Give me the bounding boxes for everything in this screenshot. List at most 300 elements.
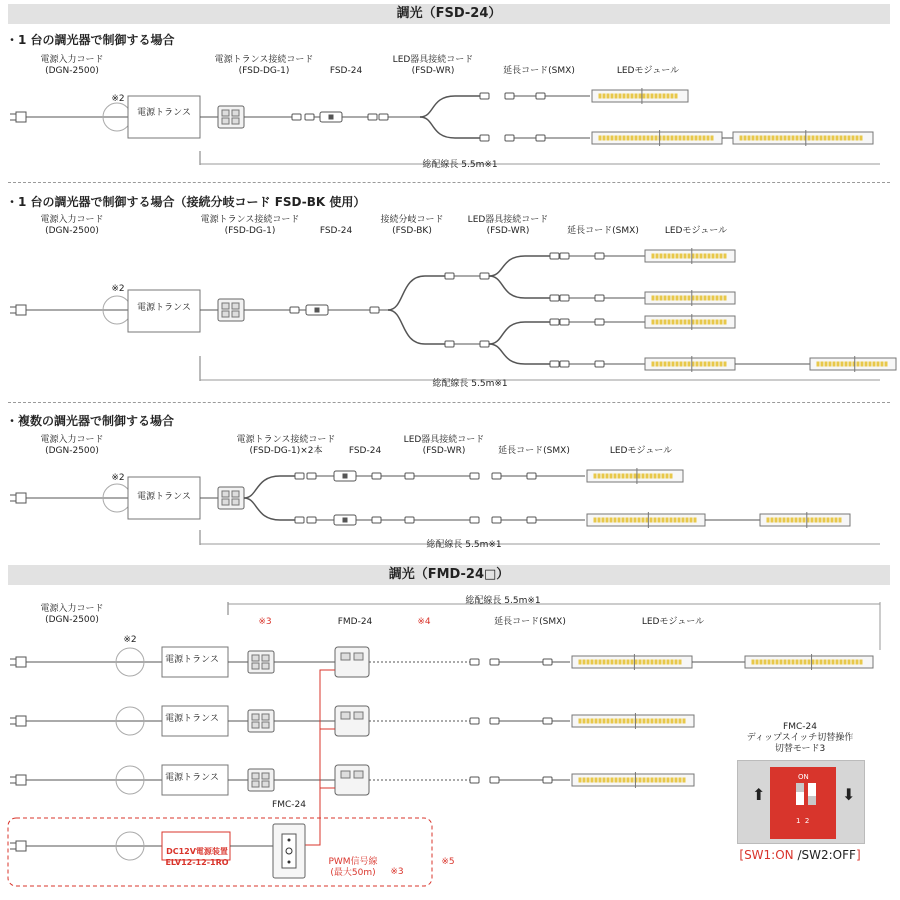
- led-chip: [696, 362, 698, 366]
- led-chip: [615, 778, 617, 782]
- led-chip: [684, 254, 686, 258]
- led-chip: [803, 518, 805, 522]
- led-chip: [631, 719, 633, 723]
- led-chip: [667, 660, 669, 664]
- led-chip: [603, 778, 605, 782]
- connector-icon: [560, 253, 569, 259]
- led-chip: [712, 320, 714, 324]
- led-chip: [804, 660, 806, 664]
- led-chip: [700, 320, 702, 324]
- connector-icon: [295, 517, 304, 523]
- led-chip: [667, 719, 669, 723]
- led-chip: [611, 719, 613, 723]
- ext-cord-label: 延長コード(SMX): [503, 66, 575, 76]
- led-chip: [646, 518, 648, 522]
- y-branch: [489, 256, 550, 276]
- led-chip: [819, 518, 821, 522]
- led-chip: [776, 660, 778, 664]
- junction-block: [248, 710, 274, 732]
- led-chip: [796, 136, 798, 140]
- led-chip: [780, 136, 782, 140]
- led-chip: [671, 136, 673, 140]
- led-chip: [672, 254, 674, 258]
- module-label: LEDモジュール: [641, 617, 705, 627]
- connector-icon: [543, 777, 552, 783]
- led-chip: [821, 362, 823, 366]
- led-chip: [831, 518, 833, 522]
- led-chip: [764, 136, 766, 140]
- led-chip: [651, 136, 653, 140]
- junction-pin: [232, 303, 239, 309]
- plug-icon: [16, 657, 26, 667]
- led-chip: [623, 778, 625, 782]
- led-chip: [667, 94, 669, 98]
- junction-pin: [232, 491, 239, 497]
- fmd-port: [341, 771, 350, 778]
- led-chip: [623, 94, 625, 98]
- led-chip: [712, 254, 714, 258]
- power-cord-label: 電源入力コード (DGN-2500): [40, 215, 104, 236]
- led-chip: [656, 320, 658, 324]
- connector-icon: [405, 517, 414, 523]
- led-chip: [670, 474, 672, 478]
- led-chip: [704, 362, 706, 366]
- led-chip: [643, 719, 645, 723]
- led-chip: [643, 136, 645, 140]
- led-chip: [784, 136, 786, 140]
- junction-pin: [252, 781, 259, 787]
- trans-cord-label: 電源トランス接続コード (FSD-DG-1)×2本: [236, 435, 336, 456]
- junction-pin: [232, 311, 239, 317]
- led-chip: [647, 778, 649, 782]
- led-chip: [724, 320, 726, 324]
- led-chip: [619, 719, 621, 723]
- led-chip: [663, 136, 665, 140]
- led-chip: [607, 94, 609, 98]
- led-chip: [877, 362, 879, 366]
- connector-icon: [492, 473, 501, 479]
- total-length-label: 総配線長 5.5m※1: [422, 160, 498, 170]
- fmd-dimmer: [335, 647, 369, 677]
- led-chip: [711, 136, 713, 140]
- led-chip: [683, 136, 685, 140]
- led-chip: [606, 474, 608, 478]
- connector-icon: [560, 319, 569, 325]
- led-chip: [622, 518, 624, 522]
- connector-icon: [480, 341, 489, 347]
- fmd-port: [341, 653, 350, 660]
- fmd-port: [354, 653, 363, 660]
- sw2-status: /SW2:OFF: [793, 848, 856, 862]
- led-chip: [656, 296, 658, 300]
- led-chip: [687, 136, 689, 140]
- banner-fmd24: 調光（FMD-24□）: [8, 565, 890, 585]
- plug-icon: [16, 775, 26, 785]
- led-chip: [610, 474, 612, 478]
- ext-cord-label: 延長コード(SMX): [567, 226, 639, 236]
- led-chip: [611, 778, 613, 782]
- junction-pin: [222, 499, 229, 505]
- dimmer-knob: [343, 474, 347, 478]
- led-chip: [668, 254, 670, 258]
- y-branch: [388, 310, 445, 344]
- led-chip: [820, 136, 822, 140]
- led-chip: [664, 254, 666, 258]
- led-chip: [603, 660, 605, 664]
- dimmer-label: FSD-24: [329, 66, 363, 76]
- plug-icon: [16, 493, 26, 503]
- note-label: ※2: [123, 635, 137, 645]
- led-chip: [784, 660, 786, 664]
- junction-pin: [222, 311, 229, 317]
- led-chip: [630, 518, 632, 522]
- junction-pin: [222, 110, 229, 116]
- y-branch: [388, 276, 445, 310]
- connector-icon: [445, 273, 454, 279]
- junction-pin: [262, 781, 269, 787]
- led-chip: [832, 660, 834, 664]
- led-chip: [841, 362, 843, 366]
- led-chip: [680, 296, 682, 300]
- transformer-label: 電源トランス: [137, 108, 191, 118]
- dimmer-label: FSD-24: [319, 226, 353, 236]
- led-chip: [639, 778, 641, 782]
- y-branch: [489, 276, 550, 298]
- junction-pin: [262, 722, 269, 728]
- led-chip: [823, 518, 825, 522]
- led-chip: [708, 362, 710, 366]
- led-chip: [619, 660, 621, 664]
- junction-pin: [222, 491, 229, 497]
- led-chip: [607, 719, 609, 723]
- junction-block: [218, 487, 244, 509]
- led-chip: [651, 778, 653, 782]
- connector-icon: [536, 93, 545, 99]
- led-chip: [599, 94, 601, 98]
- led-chip: [626, 474, 628, 478]
- led-chip: [836, 660, 838, 664]
- led-chip: [675, 136, 677, 140]
- junction-pin: [262, 714, 269, 720]
- led-chip: [824, 660, 826, 664]
- led-chip: [829, 362, 831, 366]
- led-chip: [615, 660, 617, 664]
- plug-icon: [16, 716, 26, 726]
- led-chip: [660, 320, 662, 324]
- led-chip: [688, 254, 690, 258]
- junction-pin: [252, 773, 259, 779]
- connector-icon: [490, 777, 499, 783]
- led-chip: [671, 660, 673, 664]
- led-chip: [651, 94, 653, 98]
- led-chip: [852, 660, 854, 664]
- controller-label: FMC-24: [272, 800, 306, 810]
- led-chip: [647, 136, 649, 140]
- led-chip: [663, 660, 665, 664]
- ext-cord-label: 延長コード(SMX): [494, 617, 566, 627]
- led-chip: [662, 518, 664, 522]
- led-chip: [680, 320, 682, 324]
- led-chip: [812, 136, 814, 140]
- led-chip: [852, 136, 854, 140]
- led-chip: [619, 778, 621, 782]
- led-chip: [835, 518, 837, 522]
- dimmer-knob: [343, 518, 347, 522]
- led-chip: [639, 136, 641, 140]
- led-chip: [635, 136, 637, 140]
- led-chip: [837, 362, 839, 366]
- led-chip: [639, 719, 641, 723]
- led-chip: [848, 660, 850, 664]
- led-chip: [656, 362, 658, 366]
- led-chip: [598, 518, 600, 522]
- led-chip: [615, 136, 617, 140]
- connector-icon: [527, 517, 536, 523]
- led-chip: [686, 518, 688, 522]
- led-chip: [626, 518, 628, 522]
- junction-pin: [262, 773, 269, 779]
- led-chip: [672, 296, 674, 300]
- led-chip: [699, 136, 701, 140]
- led-chip: [652, 296, 654, 300]
- connector-icon: [290, 307, 299, 313]
- led-chip: [663, 94, 665, 98]
- led-chip: [664, 362, 666, 366]
- led-chip: [668, 362, 670, 366]
- led-chip: [643, 778, 645, 782]
- led-chip: [651, 719, 653, 723]
- led-chip: [772, 660, 774, 664]
- led-chip: [664, 296, 666, 300]
- led-chip: [816, 660, 818, 664]
- junction-pin: [232, 499, 239, 505]
- on-label: ON: [798, 773, 809, 781]
- led-chip: [607, 778, 609, 782]
- led-chip: [684, 320, 686, 324]
- led-chip: [704, 320, 706, 324]
- sw1-status: SW1:ON: [744, 848, 794, 862]
- module-label: LEDモジュール: [616, 66, 680, 76]
- led-chip: [796, 660, 798, 664]
- led-chip: [815, 518, 817, 522]
- led-chip: [691, 136, 693, 140]
- junction-pin: [252, 655, 259, 661]
- led-chip: [707, 136, 709, 140]
- led-chip: [808, 136, 810, 140]
- led-chip: [683, 719, 685, 723]
- led-chip: [603, 719, 605, 723]
- led-chip: [724, 296, 726, 300]
- led-chip: [579, 660, 581, 664]
- led-chip: [684, 362, 686, 366]
- junction-block: [248, 769, 274, 791]
- led-chip: [631, 136, 633, 140]
- led-chip: [844, 660, 846, 664]
- connector-icon: [595, 295, 604, 301]
- y-branch: [420, 117, 480, 138]
- led-chip: [658, 474, 660, 478]
- note-label: ※2: [111, 94, 125, 104]
- switch2: [808, 783, 816, 805]
- led-chip: [811, 518, 813, 522]
- led-chip: [779, 518, 781, 522]
- y-branch: [244, 498, 295, 520]
- led-chip: [606, 518, 608, 522]
- dimmer-label: FSD-24: [348, 446, 382, 456]
- led-chip: [700, 296, 702, 300]
- junction-block: [218, 299, 244, 321]
- led-chip: [602, 518, 604, 522]
- led-chip: [618, 474, 620, 478]
- connector-icon: [505, 135, 514, 141]
- connector-icon: [480, 93, 489, 99]
- led-chip: [659, 94, 661, 98]
- connector-icon: [505, 93, 514, 99]
- led-chip: [583, 719, 585, 723]
- led-chip: [787, 518, 789, 522]
- led-chip: [740, 136, 742, 140]
- led-chip: [768, 136, 770, 140]
- connector-icon: [490, 659, 499, 665]
- y-branch: [489, 322, 550, 344]
- led-cord-label: LED器具接続コード (FSD-WR): [467, 215, 549, 236]
- led-chip: [768, 660, 770, 664]
- led-chip: [594, 474, 596, 478]
- transformer-label: 電源トランス: [137, 303, 191, 313]
- connector-icon: [527, 473, 536, 479]
- led-chip: [724, 254, 726, 258]
- module-label: LEDモジュール: [609, 446, 673, 456]
- led-chip: [724, 362, 726, 366]
- connector-icon: [445, 341, 454, 347]
- section1-title: ・1 台の調光器で制御する場合: [6, 33, 175, 47]
- fmc-led: [288, 839, 291, 842]
- led-chip: [671, 778, 673, 782]
- led-chip: [587, 778, 589, 782]
- led-chip: [603, 94, 605, 98]
- led-chip: [756, 660, 758, 664]
- total-length-label: 総配線長 5.5m※1: [432, 379, 508, 389]
- fmd-dimmer: [335, 765, 369, 795]
- led-chip: [603, 136, 605, 140]
- led-chip: [679, 660, 681, 664]
- led-chip: [638, 518, 640, 522]
- led-chip: [655, 136, 657, 140]
- connector-icon: [550, 253, 559, 259]
- led-chip: [675, 94, 677, 98]
- led-chip: [756, 136, 758, 140]
- led-chip: [696, 296, 698, 300]
- led-chip: [684, 296, 686, 300]
- led-chip: [591, 660, 593, 664]
- transformer-label: 電源トランス: [165, 655, 219, 665]
- bracket-close: ]: [855, 848, 861, 862]
- connector-icon: [372, 517, 381, 523]
- led-chip: [824, 136, 826, 140]
- power-cord-label: 電源入力コード (DGN-2500): [40, 604, 104, 625]
- connector-icon: [595, 361, 604, 367]
- led-chip: [670, 518, 672, 522]
- fmd-port: [354, 712, 363, 719]
- led-chip: [667, 778, 669, 782]
- fmd-port: [341, 712, 350, 719]
- led-chip: [623, 136, 625, 140]
- led-chip: [857, 362, 859, 366]
- led-chip: [654, 474, 656, 478]
- connector-icon: [480, 273, 489, 279]
- junction-pin: [222, 118, 229, 124]
- power-cord-label: 電源入力コード (DGN-2500): [40, 55, 104, 76]
- led-chip: [808, 660, 810, 664]
- connector-icon: [543, 718, 552, 724]
- led-chip: [638, 474, 640, 478]
- led-chip: [647, 719, 649, 723]
- connector-icon: [560, 295, 569, 301]
- led-chip: [655, 719, 657, 723]
- led-chip: [704, 296, 706, 300]
- led-chip: [650, 518, 652, 522]
- led-chip: [679, 778, 681, 782]
- transformer-label: 電源トランス: [137, 492, 191, 502]
- led-chip: [650, 474, 652, 478]
- led-chip: [860, 136, 862, 140]
- connector-icon: [307, 473, 316, 479]
- led-chip: [675, 660, 677, 664]
- connector-icon: [295, 473, 304, 479]
- pwm-signal-line: [305, 670, 335, 845]
- connector-icon: [595, 253, 604, 259]
- connector-icon: [550, 361, 559, 367]
- led-chip: [579, 778, 581, 782]
- y-branch: [420, 96, 480, 117]
- total-length-label: 総配線長 5.5m※1: [465, 596, 541, 606]
- connector-icon: [307, 517, 316, 523]
- total-length-label: 総配線長 5.5m※1: [426, 540, 502, 550]
- junction-pin: [262, 655, 269, 661]
- connector-icon: [470, 517, 479, 523]
- connector-icon: [560, 361, 569, 367]
- led-chip: [676, 320, 678, 324]
- led-chip: [627, 136, 629, 140]
- led-chip: [602, 474, 604, 478]
- led-chip: [660, 254, 662, 258]
- trans-cord-label: 電源トランス接続コード (FSD-DG-1): [200, 215, 300, 236]
- connector-icon: [490, 718, 499, 724]
- led-chip: [667, 136, 669, 140]
- led-chip: [595, 778, 597, 782]
- switch-numbers: 1 2: [796, 817, 810, 825]
- ext-cord-label: 延長コード(SMX): [498, 446, 570, 456]
- led-cord-label: LED器具接続コード (FSD-WR): [392, 55, 474, 76]
- led-cord-label: LED器具接続コード (FSD-WR): [403, 435, 485, 456]
- led-chip: [594, 518, 596, 522]
- led-chip: [642, 474, 644, 478]
- led-chip: [683, 778, 685, 782]
- led-chip: [607, 136, 609, 140]
- connector-icon: [470, 659, 479, 665]
- led-chip: [631, 660, 633, 664]
- led-chip: [696, 320, 698, 324]
- led-chip: [869, 362, 871, 366]
- led-chip: [700, 254, 702, 258]
- module-label: LEDモジュール: [664, 226, 728, 236]
- switch1: [796, 783, 804, 805]
- dip-switch: [770, 767, 836, 839]
- led-chip: [881, 362, 883, 366]
- led-chip: [651, 660, 653, 664]
- led-chip: [792, 136, 794, 140]
- led-chip: [817, 362, 819, 366]
